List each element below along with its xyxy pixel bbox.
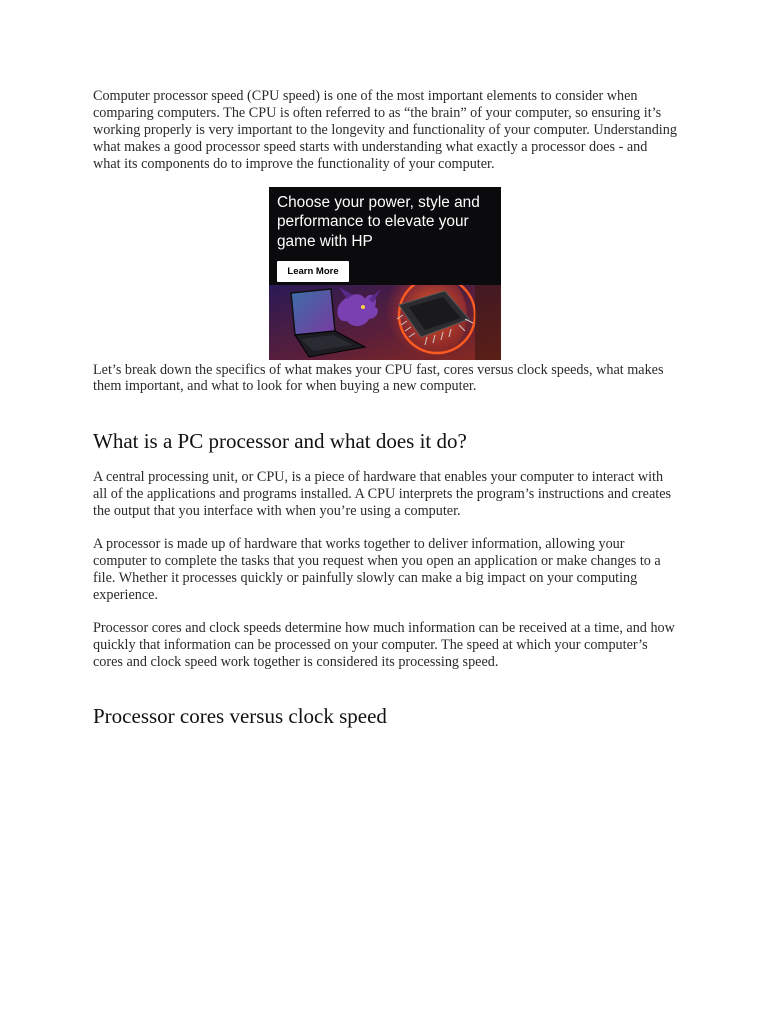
section-heading-cores-vs-clock: Processor cores versus clock speed	[93, 704, 387, 729]
hp-advertisement-banner[interactable]	[269, 187, 501, 360]
intro-paragraph: Computer processor speed (CPU speed) is one of the most important elements to consider when comparing computers. The CPU is often referred to as “the brain” of your computer, so ensuring it’s working properly is very important to the longevity and functionality of your computer. Understanding what makes a good processor speed starts with understanding what exactly a processor does - and what its components do to improve the functionality of your computer.	[93, 88, 677, 172]
ad-container	[93, 187, 677, 360]
article-body	[93, 88, 677, 729]
section-heading-what-is-processor: What is a PC processor and what does it do?	[93, 429, 467, 454]
section1-paragraph-1: A central processing unit, or CPU, is a piece of hardware that enables your computer to interact with all of the applications and programs installed. A CPU interprets the program’s instructions and creates the output that you interface with when you’re using a computer.	[93, 469, 672, 520]
section1-paragraph-2: A processor is made up of hardware that works together to deliver information, allowing your computer to complete the tasks that you request when you open an application or make changes to a file. Whether it processes quickly or painfully slowly can make a big impact on your computing experience.	[93, 536, 661, 603]
ad-headline: Choose your power, style and performance to elevate your game with HP	[277, 193, 480, 250]
laptop-dragon-cpu-illustration	[269, 285, 501, 360]
learn-more-button[interactable]: Learn More	[277, 261, 349, 282]
section1-paragraph-3: Processor cores and clock speeds determine how much information can be received at a time, and how quickly that information can be processed on your computer. The speed at which your computer’s cores and clock speed work together is considered its processing speed.	[93, 619, 675, 670]
after-ad-paragraph: Let’s break down the specifics of what makes your CPU fast, cores versus clock speeds, what makes them important, and what to look for when buying a new computer.	[93, 361, 664, 395]
